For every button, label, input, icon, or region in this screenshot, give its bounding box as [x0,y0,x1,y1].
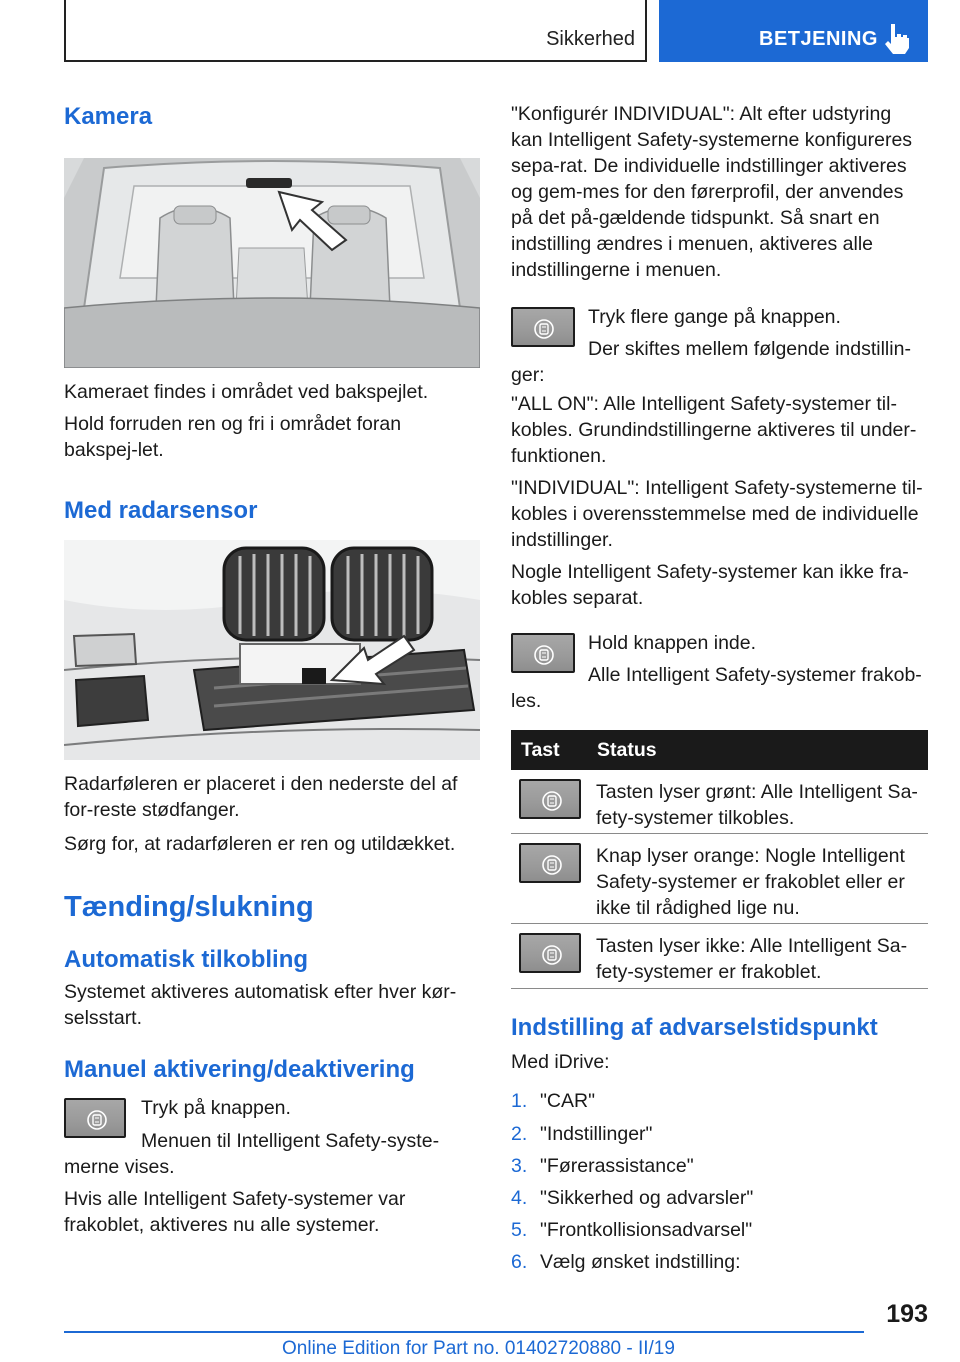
status-cell: Knap lyser orange: Nogle Intelligent Safety-systemer er frakoblet eller er ikke til rådighed lige nu. [596,845,905,919]
individual-paragraph: "Konfigurér INDIVIDUAL": Alt efter udstyring kan Intelligent Safety-systemerne konfigureres sepa-rat. De individuelle indstillinger aktiveres og gem-mes for den førerprofil, der anvendes på det på-gældende tidspunkt. Så snart en indstilling ændres i menuen, aktiveres alle indstillingerne i menuen. [511,103,913,281]
manual-paragraph-3: Hvis alle Intelligent Safety-systemer var frakoblet, aktiveres nu alle systemer. [64,1188,406,1236]
list-item-number: 3. [511,1155,528,1177]
radar-paragraph-2: Sørg for, at radarføleren er ren og utildækket. [64,833,456,855]
manual-paragraph-2: Menuen til Intelligent Safety-syste-merne vises. [64,1130,440,1178]
table-row [511,924,928,989]
camera-paragraph-2: Hold forruden ren og fri i området foran bakspej-let. [64,413,402,461]
hold-paragraph-1: Hold knappen inde. [588,632,757,654]
header-section-box [64,0,647,62]
list-item [511,1123,928,1149]
list-item-number: 2. [511,1123,528,1145]
list-item [511,1219,928,1245]
individual2-paragraph: "INDIVIDUAL": Intelligent Safety-systemerne til-kobles i overensstemmelse med de individuelle indstillinger. [511,477,923,551]
list-item-number: 4. [511,1187,528,1209]
warning-time-heading: Indstilling af advarselstidspunkt [511,1014,878,1041]
radar-paragraph-1: Radarføleren er placeret i den nederste del af for-reste stødfanger. [64,773,458,821]
status-table-col-status: Status [597,739,657,761]
header-section-title: Sikkerhed [546,28,635,50]
press-paragraph-2: Der skiftes mellem følgende indstillin-ger: [511,338,911,386]
camera-heading: Kamera [64,103,153,130]
idrive-paragraph: Med iDrive: [511,1051,610,1073]
list-item-text: "CAR" [540,1090,596,1112]
list-item [511,1090,928,1116]
status-table-header [511,730,928,770]
some-systems-paragraph: Nogle Intelligent Safety-systemer kan ikke fra-kobles separat. [511,561,909,609]
footer-divider [64,1331,864,1333]
header-chapter-title: BETJENING [759,28,878,50]
table-row [511,770,928,834]
header-chapter-tab [659,0,928,62]
status-cell: Tasten lyser ikke: Alle Intelligent Sa-fety-systemer er frakoblet. [596,935,908,983]
list-item-number: 6. [511,1251,528,1273]
list-item-number: 5. [511,1219,528,1241]
list-item-text: "Frontkollisionsadvarsel" [540,1219,753,1241]
status-cell: Tasten lyser grønt: Alle Intelligent Sa-fety-systemer tilkobles. [596,781,918,829]
list-item-text: "Indstillinger" [540,1123,653,1145]
page-number: 193 [886,1300,928,1328]
camera-illustration [64,158,480,368]
camera-paragraph-1: Kameraet findes i området ved bakspejlet. [64,381,429,403]
radar-heading: Med radarsensor [64,497,258,524]
safety-key-icon [519,843,581,883]
switch-heading: Tænding/slukning [64,891,314,923]
safety-key-icon [519,779,581,819]
auto-heading: Automatisk tilkobling [64,946,309,973]
hold-paragraph-2: Alle Intelligent Safety-systemer frakob-les. [511,664,922,712]
safety-key-icon [519,933,581,973]
list-item [511,1155,928,1181]
footer-edition: Online Edition for Part no. 01402720880 - II/19 [282,1338,675,1359]
manual-paragraph-1: Tryk på knappen. [141,1097,291,1119]
auto-paragraph: Systemet aktiveres automatisk efter hver kør-selsstart. [64,981,457,1029]
list-item-text: Vælg ønsket indstilling: [540,1251,741,1273]
table-row [511,834,928,924]
press-paragraph-1: Tryk flere gange på knappen. [588,306,841,328]
list-item-text: "Førerassistance" [540,1155,694,1177]
allon-paragraph: "ALL ON": Alle Intelligent Safety-systemer til-kobles. Grundindstillingerne aktiveres til under-funktionen. [511,393,917,467]
radar-illustration [64,540,480,760]
list-item [511,1187,928,1213]
manual-heading: Manuel aktivering/deaktivering [64,1056,415,1083]
hand-pointer-icon [882,22,912,54]
list-item-text: "Sikkerhed og advarsler" [540,1187,754,1209]
status-table-col-key: Tast [521,739,560,761]
list-item-number: 1. [511,1090,528,1112]
list-item [511,1251,928,1277]
